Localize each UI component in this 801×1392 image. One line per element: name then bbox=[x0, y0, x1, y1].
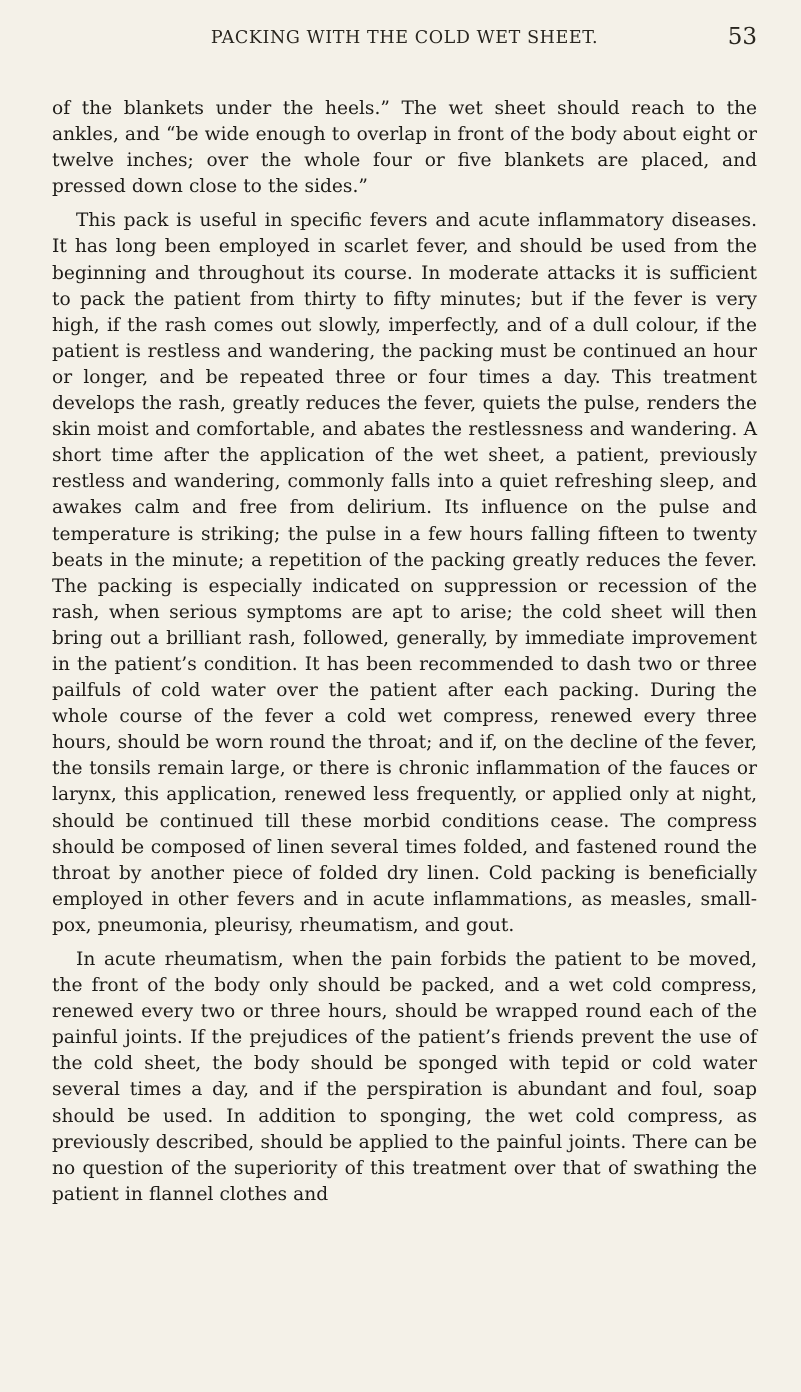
paragraph-continuation: of the blankets under the heels.” The wet sheet should reach to the ankles, and “be wide enough to overlap in front of the body about eight or twelve inches; over the whole four or five blankets are placed, and pressed down close to the sides.” bbox=[52, 98, 757, 198]
paragraph-scarlet-fever: This pack is useful in specific fevers and acute inflammatory diseases. It has long been employed in scarlet fever, and should be used from the beginning and throughout its course. In moderate attacks it is sufficient to pack the patient from thirty to fifty minutes; but if the fever is very high, if the rash comes out slowly, imperfectly, and of a dull colour, if the patient is restless and wandering, the packing must be continued an hour or longer, and be repeated three or four times a day. This treatment develops the rash, greatly reduces the fever, quiets the pulse, renders the skin moist and comfortable, and abates the restlessness and wandering. A short time after the application of the wet sheet, a patient, previously restless and wandering, commonly falls into a quiet refreshing sleep, and awakes calm and free from delirium. Its influence on the pulse and temperature is striking; the pulse in a few hours falling fifteen to twenty beats in the minute; a repetition of the packing greatly reduces the fever. The packing is especially indicated on suppression or recession of the rash, when serious symptoms are apt to arise; the cold sheet will then bring out a brilliant rash, followed, generally, by immediate improvement in the patient’s condition. It has been recommended to dash two or three pailfuls of cold water over the patient after each packing. During the whole course of the fever a cold wet compress, renewed every three hours, should be worn round the throat; and if, on the decline of the fever, the tonsils remain large, or there is chronic inflammation of the fauces or larynx, this application, renewed less frequently, or applied only at night, should be continued till these morbid conditions cease. The compress should be composed of linen several times folded, and fastened round the throat by another piece of folded dry linen. Cold packing is beneficially employed in other fevers and in acute inflammations, as measles, small-pox, pneumonia, pleurisy, rheumatism, and gout. bbox=[52, 210, 757, 936]
paragraph-acute-rheumatism: In acute rheumatism, when the pain forbids the patient to be moved, the front of the body only should be packed, and a wet cold compress, renewed every two or three hours, should be wrapped round each of the painful joints. If the prejudices of the patient’s friends prevent the use of the cold sheet, the body should be sponged with tepid or cold water several times a day, and if the perspiration is abundant and foul, soap should be used. In addition to sponging, the wet cold compress, as previously described, should be applied to the painful joints. There can be no question of the superiority of this treatment over that of swathing the patient in flannel clothes and bbox=[52, 949, 757, 1205]
running-head bbox=[52, 22, 757, 58]
book-page bbox=[0, 22, 801, 1392]
running-title: PACKING WITH THE COLD WET SHEET. bbox=[210, 28, 599, 48]
page-number: 53 bbox=[727, 24, 757, 50]
body-text bbox=[52, 96, 757, 1208]
